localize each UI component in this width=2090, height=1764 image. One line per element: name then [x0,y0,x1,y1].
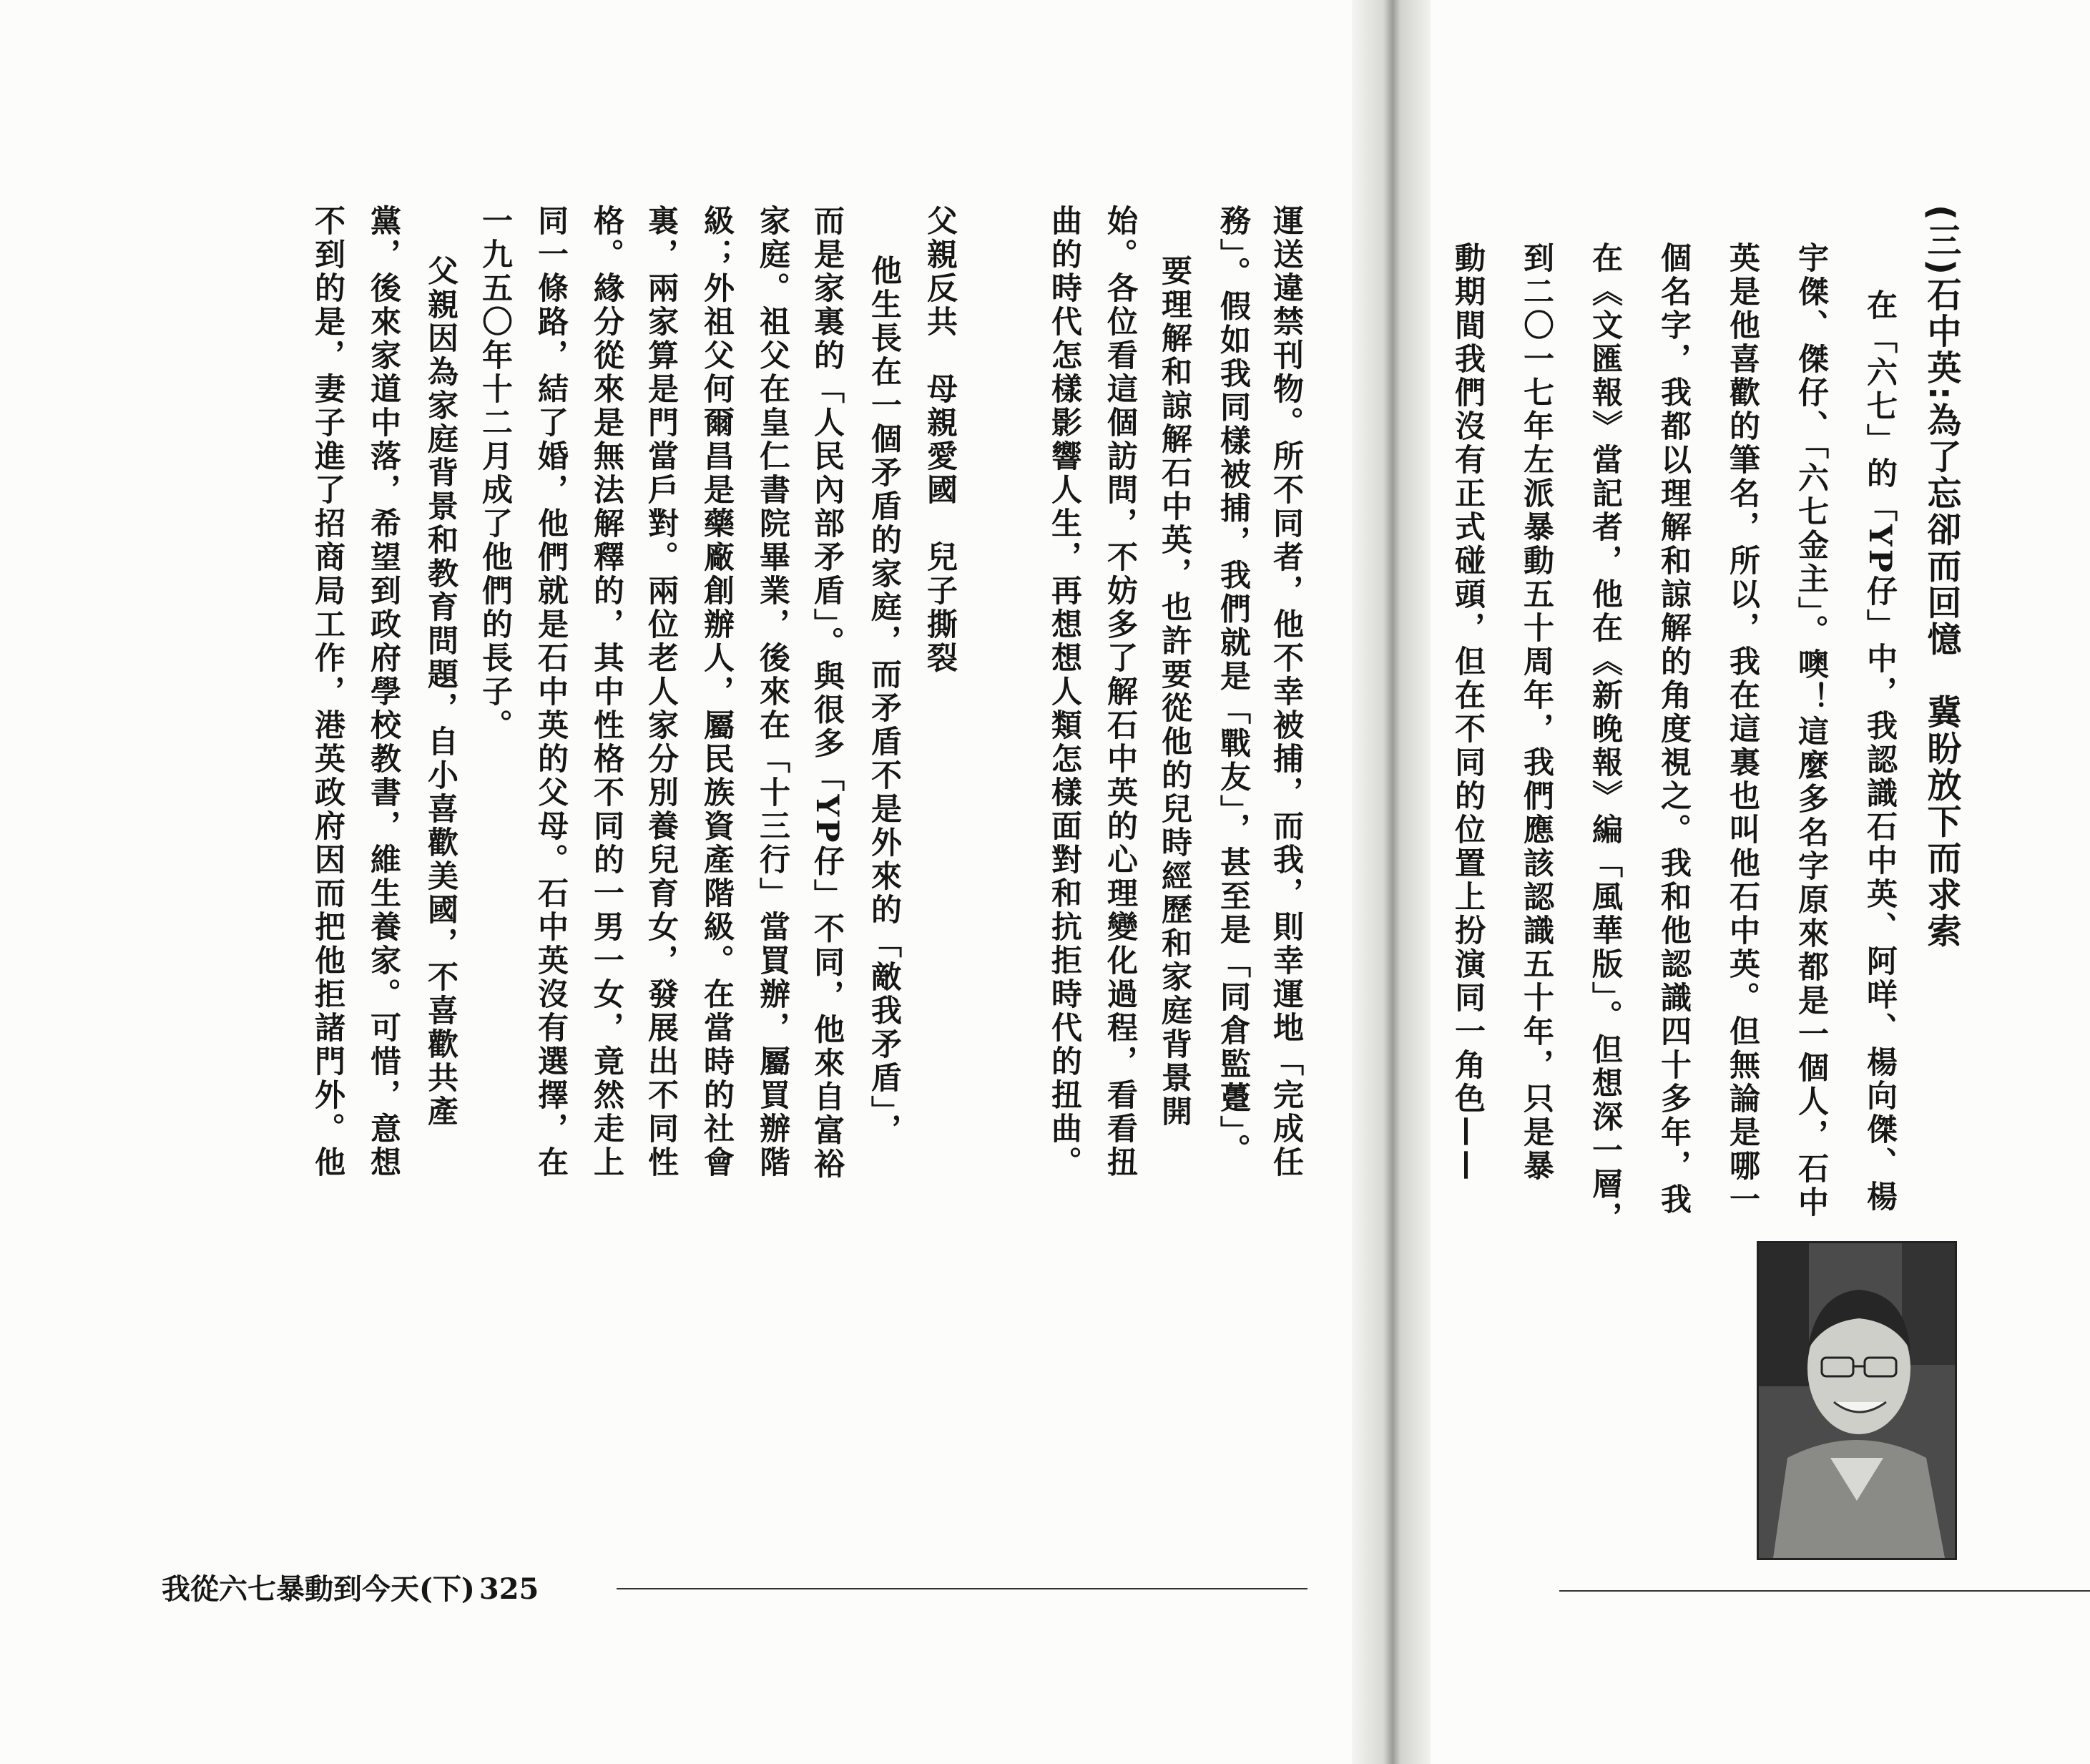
footer-rule [617,1588,1308,1589]
text-column: 格。緣分從來是無法解釋的，其中性格不同的一男一女，竟然走上 [589,205,624,1180]
page-number: 325 [479,1572,539,1606]
text-column: 要理解和諒解石中英，也許要從他的兒時經歷和家庭背景開 [1157,255,1192,1129]
book-title: 我從六七暴動到今天(下) [162,1572,475,1606]
text-column: 一九五〇年十二月成了他們的長子。 [477,205,513,743]
text-column: 同一條路，結了婚，他們就是石中英的父母。石中英沒有選擇，在 [533,205,569,1180]
running-footer [162,1567,539,1607]
text-column: 他生長在一個矛盾的家庭，而矛盾不是外來的「敵我矛盾」， [866,255,902,1147]
portrait-image [1759,1243,1955,1558]
subheading: 父親反共 母親愛國 兒子撕裂 [922,205,958,675]
book-gutter [1352,0,1431,1764]
text-column: 不到的是，妻子進了招商局工作，港英政府因而把他拒諸門外。他 [310,205,345,1180]
text-column: 家庭。祖父在皇仁書院畢業，後來在「十三行」當買辦，屬買辦階 [755,205,790,1180]
footer-rule [1559,1590,2090,1592]
text-column: 始。各位看這個訪問，不妨多了解石中英的心理變化過程，看看扭 [1102,205,1138,1180]
text-column: 父親因為家庭背景和教育問題，自小喜歡美國，不喜歡共產 [423,255,458,1129]
text-column: 英是他喜歡的筆名，所以，我在這裏也叫他石中英。但無論是哪一 [1725,242,1760,1217]
text-column: 裏，兩家算是門當戶對。兩位老人家分別養兒育女，發展出不同性 [643,205,679,1180]
text-column: 曲的時代怎樣影響人生，再想想人類怎樣面對和抗拒時代的扭曲。 [1046,205,1082,1180]
text-column: 務」。假如我同樣被捕，我們就是「戰友」，甚至是「同倉監躉」。 [1215,205,1251,1167]
text-column: 運送違禁刊物。所不同者，他不幸被捕，而我，則幸運地「完成任 [1268,205,1304,1180]
text-column: 黨，後來家道中落，希望到政府學校教書，維生養家。可惜，意想 [365,205,401,1180]
portrait-photo [1757,1241,1957,1560]
section-heading: (三)石中英:為了忘卻而回憶 冀盼放下而求索 [1921,205,1961,950]
text-column: 在「六七」的「YP仔」中，我認識石中英、阿咩、楊向傑、楊 [1862,289,1898,1215]
text-column: 級；外祖父何爾昌是藥廠創辦人，屬民族資產階級。在當時的社會 [699,205,735,1180]
text-column: 到二〇一七年左派暴動五十周年，我們應該認識五十年，只是暴 [1519,242,1554,1183]
text-column: 個名字，我都以理解和諒解的角度視之。我和他認識四十多年，我 [1656,242,1692,1217]
text-column: 而是家裏的「人民內部矛盾」。與很多「YP仔」不同，他來自富裕 [809,205,845,1182]
text-column: 宇傑、傑仔、「六七金主」。噢！這麼多名字原來都是一個人，石中 [1793,242,1829,1220]
text-column: 在《文匯報》當記者，他在《新晚報》編「風華版」。但想深一層， [1587,242,1623,1235]
text-column: 動期間我們沒有正式碰頭，但在不同的位置上扮演同一角色—— [1450,242,1486,1183]
